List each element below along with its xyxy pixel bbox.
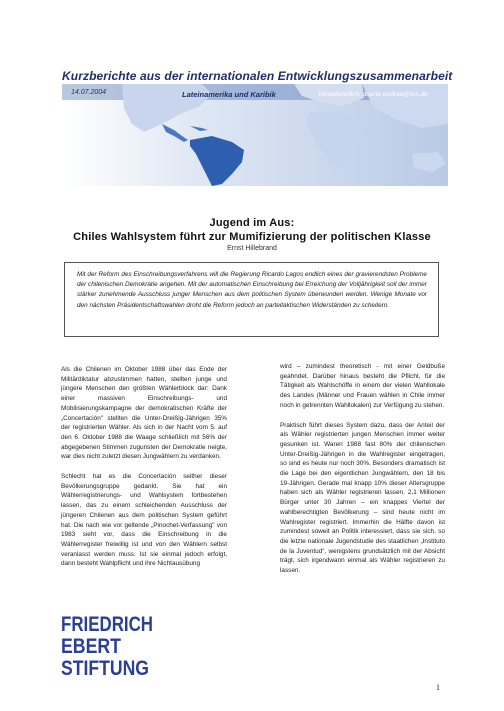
right-column xyxy=(280,362,445,586)
abstract-box xyxy=(64,262,439,337)
series-title: Kurzberichte aus der internationalen Entwicklungszusammenarbeit xyxy=(62,69,453,83)
report-date: 14.07.2004 xyxy=(71,89,107,96)
contact-email[interactable]: Verantwortlich: doerte.wollrad@fes.de xyxy=(318,91,428,98)
paragraph: Als die Chilenen im Oktober 1988 über das Ende der Militärdiktatur abzustimmen hatten, stellten junge und jüngere Menschen den größten Wählerblock dar: Dank einer massiven Einschreibungs- und Mobilisierungskampagne der demokratischen Kräfte der „Concertación" stellten die Unter-Dreißig-Jährigen 35% der registrierten Wähler. Als sich in der Nacht vom 5. auf den 6. Oktober 1988 die Waage schließlich mit 56% der abgegebenen Stimmen zugunsten der Demokratie neigte, war dies nicht zuletzt diesen Jungwählern zu verdanken. xyxy=(61,366,227,461)
paragraph: Praktisch führt dieses System dazu, dass der Anteil der als Wähler registrierten jungen Menschen immer weiter gesunken ist. Waren 1988 fast 80% der chilenischen Unter-Dreißig-Jährigen in die Wahlregister eingetragen, so sind es heute nur noch 30%. Besonders dramatisch ist die Lage bei den eigentlichen Jungwählern, den 18 bis 19-Jährigen. Gerade mal knapp 10% dieser Altersgruppe haben sich als Wähler registrieren lassen. 2,1 Millionen Bürger unter 30 Jahren – ein knappes Viertel der wahlberechtigten Bevölkerung – sind heute nicht im Wahlregister registriert. Immerhin die Hälfte davon ist zumindest soweit an Politik interessiert, dass sie sich, so die letzte nationale Jugendstudie des staatlichen „Instituto de la Juventud", wenigstens grundsätzlich mit der Absicht trägt, sich irgendwann einmal als Wähler registrieren zu lassen. xyxy=(280,421,445,575)
paragraph: Schlecht hat es die Concertación seither dieser Bevölkerungsgruppe gedankt. Sie hat ein Wählerregistrierungs- und Wahlsystem fortbestehen lassen, das zu einem schleichenden Ausschluss der jüngeren Chilenen aus dem politischen System geführt hat. Die nach wie vor geltende „Pinochet-Verfassung" von 1983 sieht vor, dass die Einschreibung in die Wählerregister freiwillig ist und von den Wählern selbst veranlasst werden muss. Ist sie einmal jedoch erfolgt, dann besteht Wahlpflicht und ihre Nichtausübung xyxy=(61,473,227,568)
svg-text:EBERT: EBERT xyxy=(61,635,122,658)
svg-text:STIFTUNG: STIFTUNG xyxy=(61,657,149,680)
left-column xyxy=(61,365,227,579)
paragraph: wird – zumindest theoretisch - mit einer Geldbuße geahndet. Darüber hinaus besteht die Pflicht, für die Tätigkeit als Wahlschöffe in einem der vielen Wahllokale des Landes (Männer und Frauen wählen in Chile immer noch in getrennten Wahllokalen) zur Verfügung zu stehen. xyxy=(280,363,445,409)
abstract-text: Mit der Reform des Einschreibungsverfahrens will die Regierung Ricardo Lagos endlich eines der gravierendsten Probleme der chilenischen Demokratie angehen. Mit der automatischen Einschreibung bei Erreichung der Volljährigkeit soll der immer stärker zunehmende Ausschluss junger Menschen aus dem politischen System überwunden werden. Wenige Monate vor den nächsten Präsidentschaftswahlen droht die Reform jedoch an parteitaktischen Widerständen zu scheitern. xyxy=(77,271,427,309)
article-title-line1: Jugend im Aus: xyxy=(209,217,295,229)
world-map-image xyxy=(62,84,448,186)
article-title-line2: Chiles Wahlsystem führt zur Mumifizierung der politischen Klasse xyxy=(73,231,431,243)
region-label: Lateinamerika und Karibik xyxy=(182,90,276,99)
header-banner xyxy=(62,62,453,186)
svg-text:FRIEDRICH: FRIEDRICH xyxy=(61,613,153,636)
page-number: 1 xyxy=(436,683,440,692)
article-author: Ernst Hillebrand xyxy=(227,245,277,252)
fes-logo xyxy=(61,611,153,679)
